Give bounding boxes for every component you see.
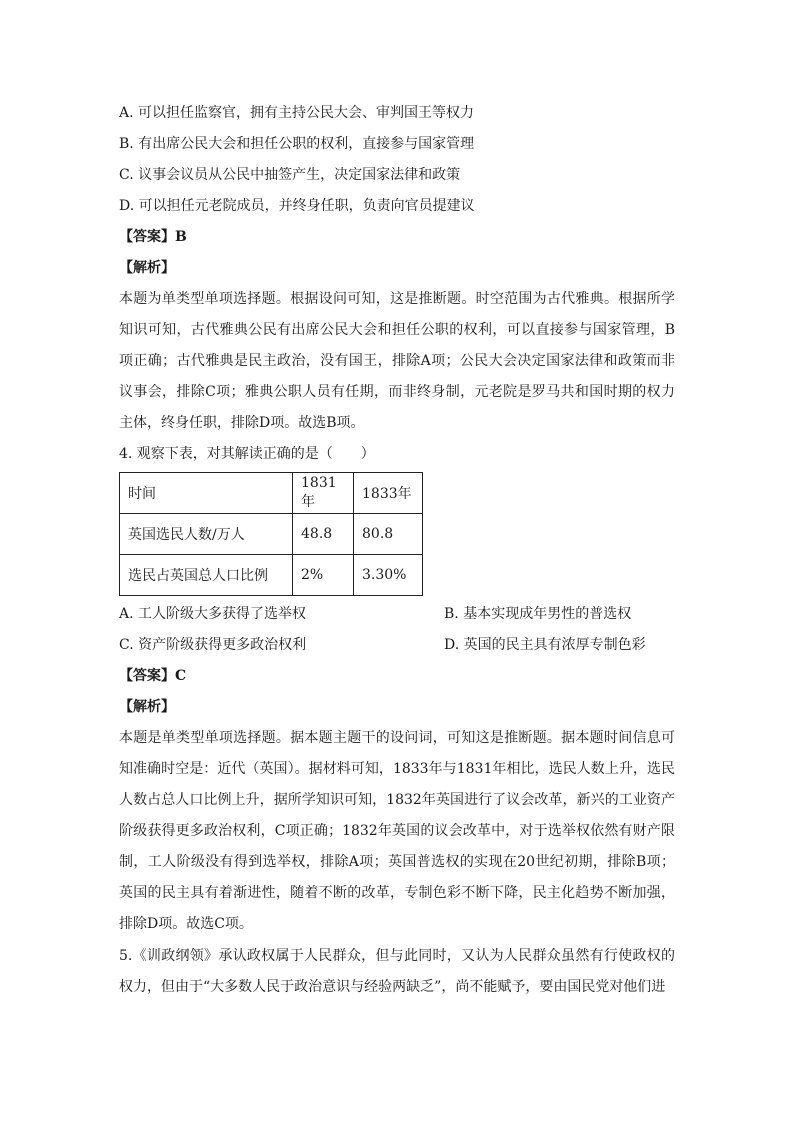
q4-analysis-text: 本题是单类型单项选择题。据本题主题干的设问词，可知这是推断题。据本题时间信息可知准确时空是：近代（英国）。据材料可知，1833年与1831年相比，选民人数上升，选民人数占总人口比例上升，据所学知识可知，1832年英国进行了议会改革，新兴的工业资产阶级获得更多政治权利，C项正确；1832年英国的议会改革中，对于选举权依然有财产限制，工人阶级没有得到选举权，排除A项；英国普选权的实现在20世纪初期，排除B项；英国的民主具有着渐进性，随着不断的改革，专制色彩不断下降，民主化趋势不断加强，排除D项。故选C项。 [119, 730, 675, 932]
q3-option-d: D. 可以担任元老院成员，并终身任职，负责向官员提建议 [119, 198, 475, 214]
table-cell: 时间 [120, 473, 293, 514]
table-row [120, 555, 423, 596]
q4-option-c: C. 资产阶级获得更多政治权利 [119, 637, 307, 653]
table-cell: 选民占英国总人口比例 [120, 555, 293, 596]
q4-option-d: D. 英国的民主具有浓厚专制色彩 [444, 637, 646, 653]
q4-analysis-label: 【解析】 [119, 699, 175, 715]
table-cell: 1833年 [354, 473, 423, 514]
table-cell: 英国选民人数/万人 [120, 514, 293, 555]
q3-option-a: A. 可以担任监察官，拥有主持公民大会、审判国王等权力 [119, 105, 475, 121]
q4-stem: 4. 观察下表，对其解读正确的是（ ） [119, 446, 375, 462]
q4-option-a: A. 工人阶级大多获得了选举权 [119, 606, 307, 622]
q3-analysis-text: 本题为单类型单项选择题。根据设问可知，这是推断题。时空范围为古代雅典。根据所学知识可知，古代雅典公民有出席公民大会和担任公职的权利，可以直接参与国家管理，B项正确；古代雅典是民主政治，没有国王，排除A项；公民大会决定国家法律和政策而非议事会，排除C项；雅典公职人员有任期，而非终身制，元老院是罗马共和国时期的权力主体，终身任职，排除D项。故选B项。 [119, 291, 675, 431]
q5-stem: 5.《训政纲领》承认政权属于人民群众，但与此同时，又认为人民群众虽然有行使政权的权力，但由于“大多数人民于政治意识与经验两缺乏”，尚不能赋予，要由国民党对他们进 [119, 948, 675, 995]
table-cell: 80.8 [354, 514, 423, 555]
q3-option-b: B. 有出席公民大会和担任公职的权利，直接参与国家管理 [119, 136, 475, 152]
q3-option-c: C. 议事会议员从公民中抽签产生，决定国家法律和政策 [119, 167, 461, 183]
q3-analysis-label: 【解析】 [119, 260, 175, 276]
table-row [120, 514, 423, 555]
q3-answer: 【答案】B [119, 229, 187, 245]
table-cell: 48.8 [293, 514, 354, 555]
q4-data-table [119, 472, 423, 596]
table-cell: 1831年 [293, 473, 354, 514]
table-row [120, 473, 423, 514]
table-cell: 2% [293, 555, 354, 596]
q4-answer: 【答案】C [119, 668, 187, 684]
q4-option-b: B. 基本实现成年男性的普选权 [444, 606, 632, 622]
table-cell: 3.30% [354, 555, 423, 596]
